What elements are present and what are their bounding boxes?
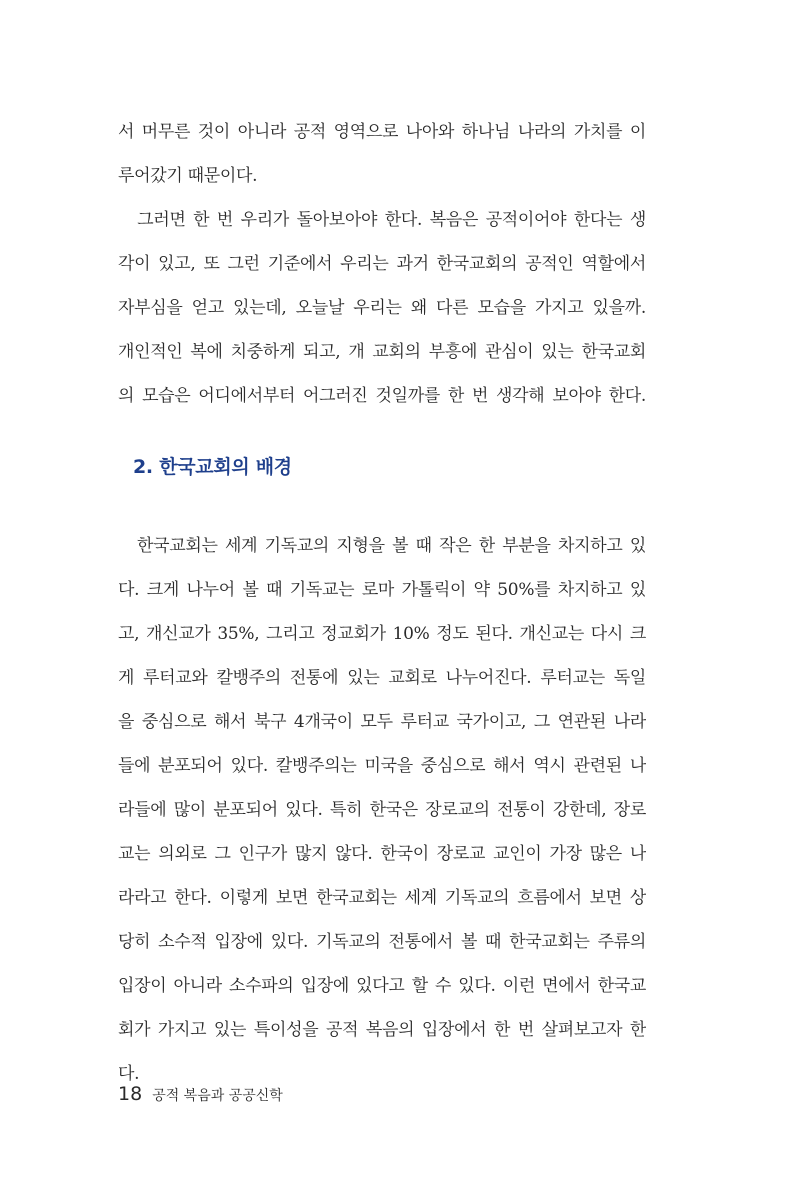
text-line: 당히 소수적 입장에 있다. 기독교의 전통에서 볼 때 한국교회는 주류의 — [118, 932, 646, 952]
page-footer — [118, 1083, 283, 1107]
section-heading: 2. 한국교회의 배경 — [133, 456, 292, 478]
text-line: 루어갔기 때문이다. — [118, 166, 258, 186]
page-number: 18 — [118, 1083, 143, 1105]
text-line: 고, 개신교가 35%, 그리고 정교회가 10% 정도 된다. 개신교는 다시 크 — [118, 624, 646, 644]
text-line: 의 모습은 어디에서부터 어그러진 것일까를 한 번 생각해 보아야 한다. — [118, 386, 646, 406]
text-line: 게 루터교와 칼뱅주의 전통에 있는 교회로 나누어진다. 루터교는 독일 — [118, 668, 646, 688]
text-line: 다. — [118, 1064, 140, 1084]
text-line: 라들에 많이 분포되어 있다. 특히 한국은 장로교의 전통이 강한데, 장로 — [118, 800, 646, 820]
text-line: 서 머무른 것이 아니라 공적 영역으로 나아와 하나님 나라의 가치를 이 — [118, 122, 646, 142]
text-line: 다. 크게 나누어 볼 때 기독교는 로마 가톨릭이 약 50%를 차지하고 있 — [118, 580, 646, 600]
text-line: 을 중심으로 해서 북구 4개국이 모두 루터교 국가이고, 그 연관된 나라 — [118, 712, 646, 732]
text-line: 그러면 한 번 우리가 돌아보아야 한다. 복음은 공적이어야 한다는 생 — [118, 210, 646, 230]
text-line: 교는 의외로 그 인구가 많지 않다. 한국이 장로교 교인이 가장 많은 나 — [118, 844, 646, 864]
text-line: 자부심을 얻고 있는데, 오늘날 우리는 왜 다른 모습을 가지고 있을까. — [118, 298, 646, 318]
text-line: 각이 있고, 또 그런 기준에서 우리는 과거 한국교회의 공적인 역할에서 — [118, 254, 646, 274]
running-title: 공적 복음과 공공신학 — [152, 1088, 283, 1104]
paragraph-main — [118, 524, 646, 1096]
text-line: 개인적인 복에 치중하게 되고, 개 교회의 부흥에 관심이 있는 한국교회 — [118, 342, 646, 362]
text-line: 들에 분포되어 있다. 칼뱅주의는 미국을 중심으로 해서 역시 관련된 나 — [118, 756, 646, 776]
text-line: 입장이 아니라 소수파의 입장에 있다고 할 수 있다. 이런 면에서 한국교 — [118, 976, 646, 996]
paragraph-top — [118, 110, 646, 418]
text-line: 회가 가지고 있는 특이성을 공적 복음의 입장에서 한 번 살펴보고자 한 — [118, 1020, 646, 1040]
text-line: 라라고 한다. 이렇게 보면 한국교회는 세계 기독교의 흐름에서 보면 상 — [118, 888, 646, 908]
text-line: 한국교회는 세계 기독교의 지형을 볼 때 작은 한 부분을 차지하고 있 — [118, 536, 646, 556]
